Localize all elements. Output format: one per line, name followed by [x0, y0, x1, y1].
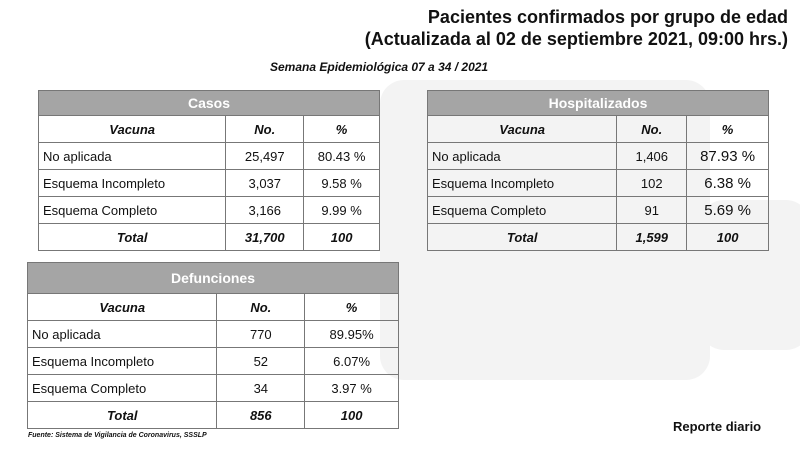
- title-line-2: (Actualizada al 02 de septiembre 2021, 09:00 hrs.): [364, 29, 788, 49]
- row-pct: 9.99 %: [304, 197, 380, 224]
- source-note: Fuente: Sistema de Vigilancia de Coronavirus, SSSLP: [28, 432, 207, 439]
- total-no: 856: [217, 402, 305, 429]
- page-title: [365, 6, 788, 50]
- row-label: Esquema Incompleto: [39, 170, 226, 197]
- col-pct: %: [304, 116, 380, 143]
- row-pct: 87.93 %: [687, 143, 769, 170]
- col-vacuna: Vacuna: [428, 116, 617, 143]
- row-pct: 6.38 %: [687, 170, 769, 197]
- col-vacuna: Vacuna: [39, 116, 226, 143]
- table-row: [39, 143, 380, 170]
- table-row: [428, 170, 769, 197]
- row-no: 770: [217, 321, 305, 348]
- total-pct: 100: [687, 224, 769, 251]
- total-pct: 100: [305, 402, 399, 429]
- row-label: Esquema Completo: [39, 197, 226, 224]
- report-label: Reporte diario: [673, 419, 762, 434]
- row-pct: 3.97 %: [305, 375, 399, 402]
- row-no: 34: [217, 375, 305, 402]
- row-no: 3,037: [226, 170, 304, 197]
- col-no: No.: [217, 294, 305, 321]
- epidemiological-week: Semana Epidemiológica 07 a 34 / 2021: [270, 60, 489, 74]
- title-line-1: Pacientes confirmados por grupo de edad: [427, 7, 788, 27]
- row-label: Esquema Completo: [428, 197, 617, 224]
- defunciones-table: [27, 262, 399, 429]
- row-no: 3,166: [226, 197, 304, 224]
- row-no: 91: [617, 197, 687, 224]
- table-row: [28, 348, 399, 375]
- row-pct: 6.07%: [305, 348, 399, 375]
- table-row: [28, 321, 399, 348]
- col-pct: %: [687, 116, 769, 143]
- row-label: No aplicada: [28, 321, 217, 348]
- row-no: 102: [617, 170, 687, 197]
- total-row: [39, 224, 380, 251]
- total-pct: 100: [304, 224, 380, 251]
- row-label: Esquema Incompleto: [28, 348, 217, 375]
- casos-title: Casos: [39, 91, 380, 116]
- row-label: No aplicada: [428, 143, 617, 170]
- total-label: Total: [39, 224, 226, 251]
- total-no: 1,599: [617, 224, 687, 251]
- row-no: 25,497: [226, 143, 304, 170]
- row-pct: 80.43 %: [304, 143, 380, 170]
- row-pct: 89.95%: [305, 321, 399, 348]
- total-row: [428, 224, 769, 251]
- hospitalizados-title: Hospitalizados: [428, 91, 769, 116]
- total-label: Total: [28, 402, 217, 429]
- total-row: [28, 402, 399, 429]
- col-pct: %: [305, 294, 399, 321]
- col-vacuna: Vacuna: [28, 294, 217, 321]
- row-pct: 5.69 %: [687, 197, 769, 224]
- total-label: Total: [428, 224, 617, 251]
- table-row: [39, 197, 380, 224]
- col-no: No.: [226, 116, 304, 143]
- hospitalizados-table: [427, 90, 769, 251]
- casos-table: [38, 90, 380, 251]
- row-no: 52: [217, 348, 305, 375]
- row-no: 1,406: [617, 143, 687, 170]
- col-no: No.: [617, 116, 687, 143]
- table-row: [428, 197, 769, 224]
- row-label: Esquema Completo: [28, 375, 217, 402]
- table-row: [28, 375, 399, 402]
- row-label: Esquema Incompleto: [428, 170, 617, 197]
- row-label: No aplicada: [39, 143, 226, 170]
- table-row: [39, 170, 380, 197]
- total-no: 31,700: [226, 224, 304, 251]
- table-row: [428, 143, 769, 170]
- row-pct: 9.58 %: [304, 170, 380, 197]
- defunciones-title: Defunciones: [28, 263, 399, 294]
